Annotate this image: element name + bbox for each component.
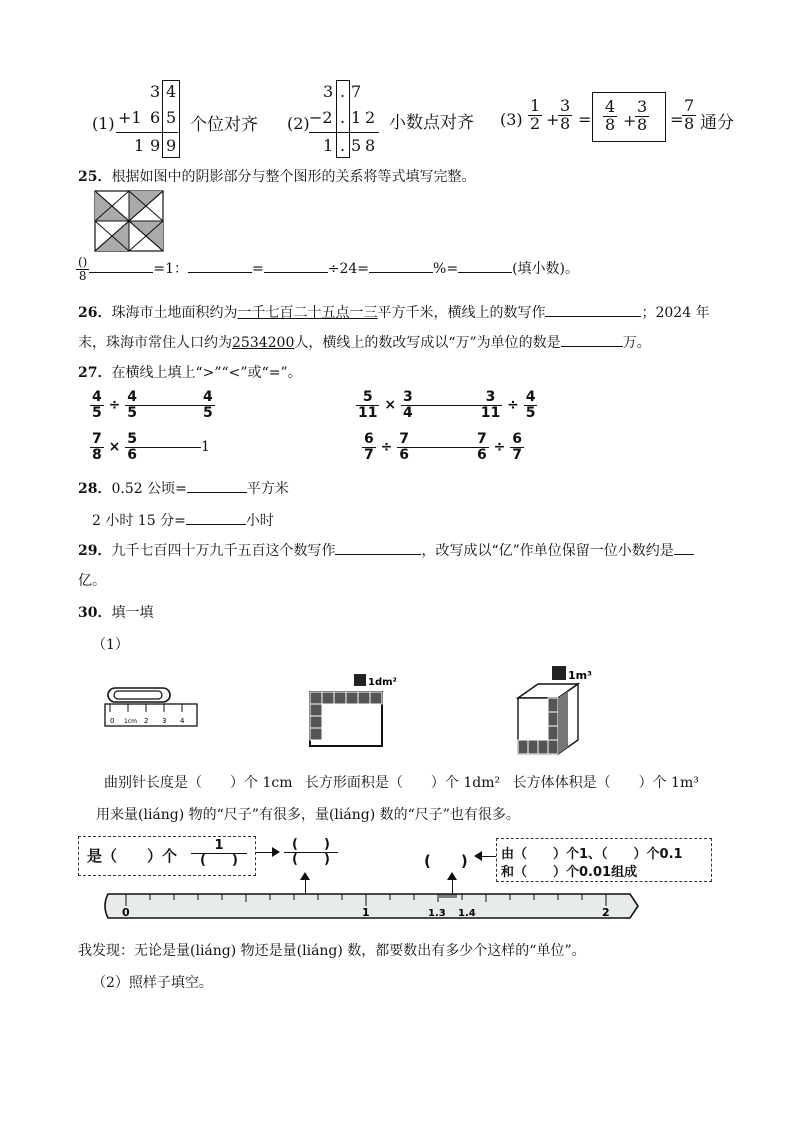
text: 和（ ）个0.01组成 [501,865,638,880]
digit: . [340,82,346,101]
question-text: 根据如图中的阴影部分与整个图形的关系将等式填写完整。 [111,169,476,185]
text: 珠海市土地面积约为 [111,305,238,321]
q30-title [78,602,153,622]
ruler-label: 1cm [124,718,137,725]
q27-prompt [78,362,302,382]
text: 平方千米，横线上的数写作 [377,305,546,321]
q26-line2 [78,332,651,352]
digit: . [340,108,346,127]
operator: × [384,397,397,414]
answer-blank[interactable] [545,316,641,317]
answer-blank[interactable] [139,405,201,406]
q27-d [362,432,524,462]
digit: 2 [365,108,376,127]
fraction: $\frac{()}{8}$ [78,255,88,283]
pointer-head [300,872,310,880]
unit-box-1 [78,836,256,876]
answer-blank[interactable] [188,272,252,273]
text: (填小数)。 [512,261,580,278]
question-number: 30． [78,605,112,621]
unit-box-2 [280,836,340,874]
text: 亿。 [78,573,106,589]
ruler-zero: 0 [110,717,115,725]
q28-line2 [92,510,274,530]
operator: ÷ [108,397,121,414]
underlined-number-words: 一千七百二十五点一三 [237,305,378,321]
digit: 1 [351,108,362,127]
arrow-head [272,847,280,857]
calc-3 [500,96,760,146]
scale-label: 1.3 [428,908,446,919]
calc-3-label: (3) [500,110,523,129]
text: 小时 [245,513,274,529]
digit: 1 [134,136,145,155]
operator: ÷ [380,439,393,456]
fraction: $\frac{7}{8}$ [684,96,695,133]
ruler-label: 4 [180,717,185,725]
text: 由（ ）个1、（ ）个0.1 [501,847,683,862]
text: ；2024 年 [641,305,710,321]
text: 平方米 [246,481,289,497]
fraction: $\frac{3}{8}$ [560,96,571,133]
underlined-number: 2534200 [232,335,295,351]
align-box [162,80,180,158]
q27-b [356,390,537,420]
question-text: 在横线上填上“>”“<”或“=”。 [111,365,302,381]
text: = [252,261,264,278]
q27-a [90,390,215,420]
fraction: $\frac{4}{8}$ [605,97,616,134]
operator: ÷ [507,397,519,414]
q29-line2 [78,570,106,590]
caption-rectangle: 长方形面积是（ ）个 1dm² [304,775,501,791]
operator: ÷ [493,439,506,456]
question-number: 29． [78,543,112,559]
digit: −2 [309,108,333,127]
calc-3-note: 通分 [700,113,734,133]
caption-paperclip: 曲别针长度是（ ）个 1cm [104,775,293,791]
digit: 9 [150,136,161,155]
digit: 7 [351,82,362,101]
pointer-head [447,872,457,880]
question-number: 25． [78,169,112,185]
digit: 9 [166,136,177,155]
answer-blank[interactable] [335,554,421,555]
calc-2-note: 小数点对齐 [389,113,474,133]
operator: × [108,439,121,456]
unit-label: 1m³ [568,669,592,682]
fraction: $\frac{5}{6}$ [127,431,137,463]
scale-label: 1 [362,906,370,919]
calc-1-label: (1) [92,114,115,133]
q28-line1 [78,478,289,498]
unit-box-4 [496,838,712,882]
digit: +1 [118,108,142,127]
fraction: $\frac{3}{11}$ [480,389,501,421]
number-line-ruler [100,888,640,924]
fraction: $\frac{4}{5}$ [127,389,137,421]
text: 末，珠海市常住人口约为 [78,335,232,351]
scale-label: 0 [122,906,130,919]
text: 2 小时 15 分= [92,513,186,529]
fraction: $\frac{7}{6}$ [399,431,409,463]
plus: + [623,111,637,130]
calc-1-note: 个位对齐 [190,115,258,135]
plus: + [546,110,560,129]
text: 是（ ）个 [87,847,178,865]
answer-blank[interactable] [89,272,153,273]
digit: 3 [323,82,334,101]
fraction: $\frac{3}{8}$ [637,97,648,134]
fraction: $\frac{5}{11}$ [358,389,378,421]
text: ÷24= [327,261,370,278]
fraction: $\frac{4}{5}$ [202,389,213,421]
equals: = [670,110,684,129]
calc-1 [92,80,272,160]
fraction: $\frac{4}{5}$ [525,389,536,421]
common-denominator-box [592,92,666,142]
calc-2 [287,80,487,160]
text: %= [433,261,459,278]
fraction: $\frac{3}{4}$ [402,389,413,421]
paperclip-ruler-figure [104,686,200,728]
ruler-label: 3 [162,717,167,725]
digit: . [340,136,346,155]
q26-line1 [78,302,710,322]
digit: 5 [166,108,177,127]
answer-blank[interactable] [674,554,694,555]
arrow-left-icon [480,856,496,857]
q27-c [90,432,210,462]
text: =1： [153,261,189,278]
question-text: 填一填 [111,605,154,621]
answer-blank[interactable] [411,447,475,448]
scale-label: 1.4 [458,908,476,919]
q25-equation [76,256,579,282]
value: 1 [200,439,210,456]
digit: 1 [323,136,334,155]
cuboid-volume-figure [512,664,622,756]
q30-finding: 我发现：无论是量(liáng) 物还是量(liáng) 数，都要数出有多少个这样的“单位”。 [78,943,586,959]
answer-blank[interactable] [139,447,201,448]
question-number: 26． [78,305,112,321]
fraction: $\frac{1}{2}$ [530,96,541,133]
q30-sub2: （2）照样子填空。 [92,975,213,991]
unit-label: 1dm² [368,677,397,688]
digit: 5 [351,136,362,155]
fraction: $\frac{7}{6}$ [476,431,487,463]
text: 0.52 公顷= [111,481,187,497]
q29-line1 [78,540,694,560]
answer-blank[interactable] [369,272,433,273]
calc-2-label: (2) [287,114,310,133]
q30-sub1: （1） [92,637,129,653]
digit: 8 [365,136,376,155]
answer-blank[interactable] [264,272,328,273]
question-number: 28． [78,481,112,497]
scale-label: 2 [602,906,610,919]
answer-blank[interactable] [415,405,479,406]
q30-line2: 用来量(liáng) 物的“尺子”有很多，量(liáng) 数的“尺子”也有很多。 [96,807,520,823]
answer-blank[interactable] [458,272,512,273]
equals: = [578,110,592,129]
shaded-square-figure [94,190,164,252]
digit: 4 [166,82,177,101]
caption-cuboid: 长方体体积是（ ）个 1m³ [512,775,699,791]
text: 人，横线上的数改写成以“万”为单位的数是 [294,335,561,351]
fraction: ( ) ( ) [284,838,338,866]
text: 九千七百四十万九千五百这个数写作 [111,543,336,559]
ruler-label: 2 [144,717,149,725]
unit-box-3: ( ) [424,852,468,870]
q30-captions [104,772,699,792]
fraction: $\frac{6}{7}$ [512,431,522,463]
digit: 3 [150,82,161,101]
fraction: 1 ( ) [191,839,247,867]
rectangle-area-figure [306,672,406,750]
fraction: $\frac{6}{7}$ [364,431,374,463]
text: 万。 [622,335,651,351]
answer-blank[interactable] [561,346,623,347]
answer-blank[interactable] [187,492,247,493]
q25-prompt [78,166,475,186]
text: ，改写成以“亿”作单位保留一位小数约是 [421,543,674,559]
align-box [336,80,350,158]
digit: 6 [150,108,161,127]
answer-blank[interactable] [186,524,246,525]
fraction: $\frac{4}{5}$ [92,389,102,421]
fraction: $\frac{7}{8}$ [92,431,102,463]
question-number: 27． [78,365,112,381]
